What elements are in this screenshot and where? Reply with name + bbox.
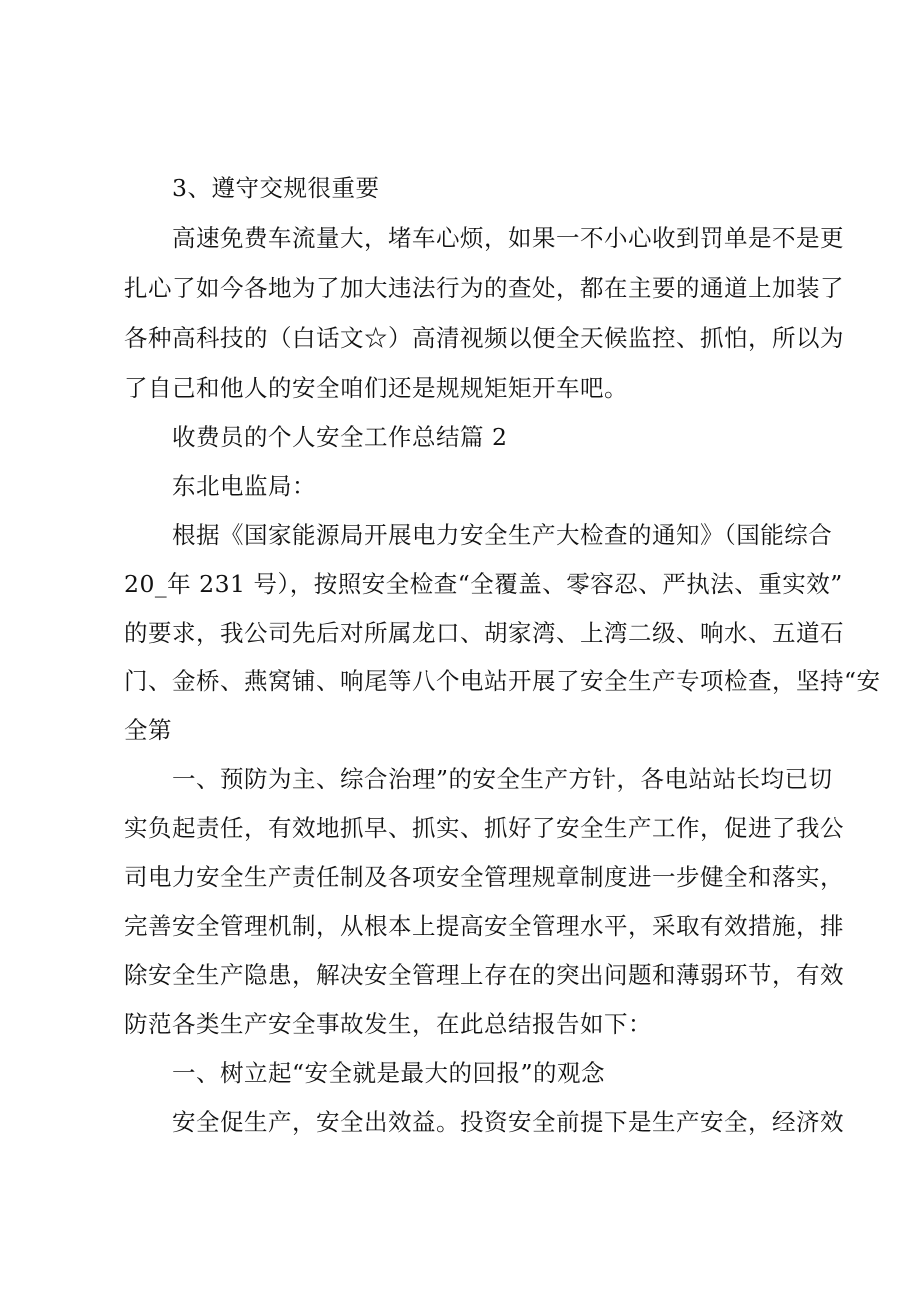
- paragraph-line: 全第: [124, 716, 172, 744]
- paragraph-line: 高速免费车流量大，堵车心烦，如果一不小心收到罚单是不是更: [172, 224, 844, 252]
- salutation: 东北电监局：: [172, 472, 316, 500]
- paragraph-line: 各种高科技的（白话文☆）高清视频以便全天候监控、抓怕，所以为: [124, 324, 844, 352]
- article-title: 收费员的个人安全工作总结篇 2: [172, 423, 508, 451]
- paragraph-line: 根据《国家能源局开展电力安全生产大检查的通知》（国能综合: [172, 521, 833, 549]
- paragraph-line: 安全促生产，安全出效益。投资安全前提下是生产安全，经济效: [172, 1108, 844, 1136]
- section-heading-obey-traffic-rules: 3、遵守交规很重要: [172, 174, 380, 202]
- paragraph-line: 扎心了如今各地为了加大违法行为的查处，都在主要的通道上加装了: [124, 274, 844, 302]
- paragraph-line: 了自己和他人的安全咱们还是规规矩矩开车吧。: [124, 374, 628, 402]
- paragraph-line: 的要求，我公司先后对所属龙口、胡家湾、上湾二级、响水、五道石: [124, 619, 844, 647]
- section-heading-safety-concept: 一、树立起“安全就是最大的回报”的观念: [172, 1059, 606, 1087]
- paragraph-line: 防范各类生产安全事故发生，在此总结报告如下：: [124, 1010, 652, 1038]
- paragraph-line: 门、金桥、燕窝铺、响尾等八个电站开展了安全生产专项检查，坚持“安: [124, 667, 881, 695]
- paragraph-line: 20_年 231 号），按照安全检查“全覆盖、零容忍、严执法、重实效”: [124, 570, 843, 598]
- paragraph-line: 除安全生产隐患，解决安全管理上存在的突出问题和薄弱环节，有效: [124, 961, 844, 989]
- paragraph-line: 一、预防为主、综合治理”的安全生产方针，各电站站长均已切: [172, 765, 833, 793]
- paragraph-line: 司电力安全生产责任制及各项安全管理规章制度进一步健全和落实，: [124, 863, 844, 891]
- paragraph-line: 实负起责任，有效地抓早、抓实、抓好了安全生产工作，促进了我公: [124, 814, 844, 842]
- paragraph-line: 完善安全管理机制，从根本上提高安全管理水平，采取有效措施，排: [124, 912, 844, 940]
